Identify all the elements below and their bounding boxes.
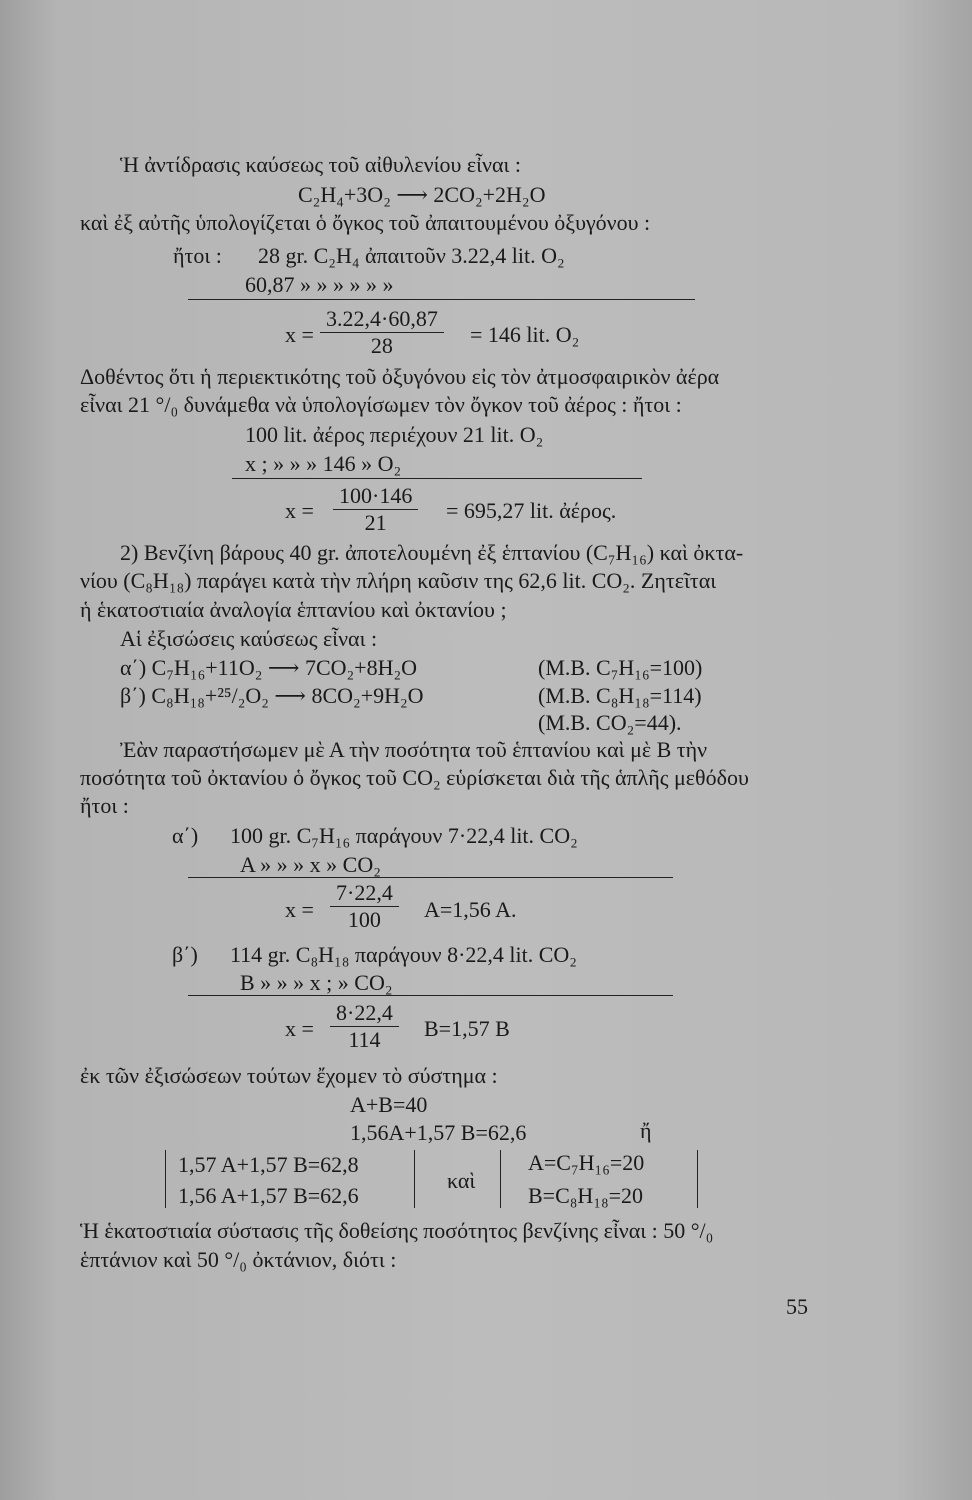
text-line: Δοθέντος ὅτι ἡ περιεκτικότης τοῦ ὀξυγόνου εἰς τὸν ἀτμοσφαιρικὸν ἀέρα <box>80 364 720 389</box>
system-bracket <box>500 1150 501 1208</box>
problem-text: νίου (C₈H₁₈) παράγει κατὰ τὴν πλήρη καῦσιν της 62,6 lit. CO₂. Ζητεῖται <box>80 568 717 593</box>
formula-rhs: = 695,27 lit. ἀέρος. <box>446 498 617 523</box>
text-line: Ἡ ἑκατοστιαία σύστασις τῆς δοθείσης ποσότητος βενζίνης εἶναι : 50 °/₀ <box>80 1218 714 1243</box>
proportion-line: 28 gr. C₂H₄ ἀπαιτοῦν 3.22,4 lit. O₂ <box>258 243 565 268</box>
text-line: καὶ ἐξ αὐτῆς ὑπολογίζεται ὁ ὄγκος τοῦ ἀπαιτουμένου ὀξυγόνου : <box>80 210 651 235</box>
proportion-line: Α » » » x » CO₂ <box>240 852 381 877</box>
formula-lhs: x = <box>285 1016 314 1041</box>
proportion-line: 114 gr. C₈H₁₈ παράγουν 8·22,4 lit. CO₂ <box>230 942 577 967</box>
fraction-numerator: 7·22,4 <box>330 880 399 907</box>
system-bracket <box>414 1150 415 1208</box>
proportion-rule <box>232 478 642 479</box>
reaction-equation: C₂H₄+3O₂ ⟶ 2CO₂+2H₂O <box>298 182 546 207</box>
system-equation: Α+Β=40 <box>350 1092 428 1117</box>
formula-lhs: x = <box>285 322 314 347</box>
formula-rhs: Β=1,57 Β <box>424 1016 510 1041</box>
text-line: ἐκ τῶν ἐξισώσεων τούτων ἔχομεν τὸ σύστημα : <box>80 1063 498 1088</box>
proportion-line: 100 lit. ἀέρος περιέχουν 21 lit. O₂ <box>245 422 544 447</box>
molecular-weight: (Μ.Β. C₈H₁₈=114) <box>538 683 702 708</box>
text-line: εἶναι 21 °/₀ δυνάμεθα νὰ ὑπολογίσωμεν τὸν ὄγκον τοῦ ἀέρος : ἤτοι : <box>80 392 682 417</box>
combustion-equation: β΄) C₈H₁₈+²⁵/₂O₂ ⟶ 8CO₂+9H₂O <box>120 683 424 708</box>
case-label: β΄) <box>172 942 198 967</box>
text-line: ἑπτάνιον καὶ 50 °/₀ ὀκτάνιον, διότι : <box>80 1247 397 1272</box>
solution-equation: Α=C₇H₁₆=20 <box>528 1150 645 1175</box>
proportion-line: 100 gr. C₇H₁₆ παράγουν 7·22,4 lit. CO₂ <box>230 823 578 848</box>
combustion-equation: α΄) C₇H₁₆+11O₂ ⟶ 7CO₂+8H₂O <box>120 655 418 680</box>
fraction-denominator: 28 <box>370 333 393 358</box>
formula-rhs: Α=1,56 Α. <box>424 897 517 922</box>
problem-text: 2) Βενζίνη βάρους 40 gr. ἀποτελουμένη ἐξ ἑπτανίου (C₇H₁₆) καὶ ὀκτα- <box>120 540 744 565</box>
formula-lhs: x = <box>285 498 314 523</box>
solution-equation: Β=C₈H₁₈=20 <box>528 1183 644 1208</box>
fraction-numerator: 3.22,4·60,87 <box>320 306 444 333</box>
fraction <box>320 306 444 359</box>
fraction-denominator: 114 <box>348 1027 381 1052</box>
proportion-line: 60,87 » » » » » » <box>245 272 394 297</box>
text-line: Αἱ ἐξισώσεις καύσεως εἶναι : <box>120 626 378 651</box>
text-line: καὶ <box>447 1168 476 1193</box>
system-bracket <box>697 1150 698 1208</box>
fraction-denominator: 100 <box>347 907 381 932</box>
fraction <box>330 1000 399 1053</box>
case-label: α΄) <box>172 823 199 848</box>
page-number: 55 <box>786 1294 808 1319</box>
text-line: ἤ <box>640 1118 652 1143</box>
formula-lhs: x = <box>285 897 314 922</box>
proportion-rule <box>188 299 695 300</box>
text-line: ἤτοι : <box>173 243 222 268</box>
text-line: ἤτοι : <box>80 793 129 818</box>
fraction <box>333 483 418 536</box>
fraction-denominator: 21 <box>364 510 387 535</box>
system-equation: 1,56Α+1,57 Β=62,6 <box>350 1120 527 1145</box>
molecular-weight: (Μ.Β. C₇H₁₆=100) <box>538 655 703 680</box>
text-line: Ἡ ἀντίδρασις καύσεως τοῦ αἰθυλενίου εἶναι : <box>120 152 522 177</box>
proportion-line: Β » » » x ; » CO₂ <box>240 970 393 995</box>
fraction-numerator: 8·22,4 <box>330 1000 399 1027</box>
problem-text: ἡ ἑκατοστιαία ἀναλογία ἑπτανίου καὶ ὀκτανίου ; <box>80 597 507 622</box>
text-line: Ἐὰν παραστήσωμεν μὲ Α τὴν ποσότητα τοῦ ἑπτανίου καὶ μὲ Β τὴν <box>120 737 708 762</box>
system-equation: 1,56 Α+1,57 Β=62,6 <box>178 1183 359 1208</box>
molecular-weight: (Μ.Β. CO₂=44). <box>538 710 682 735</box>
system-equation: 1,57 Α+1,57 Β=62,8 <box>178 1152 359 1177</box>
fraction <box>330 880 399 933</box>
formula-rhs: = 146 lit. O₂ <box>470 322 580 347</box>
proportion-line: x ; » » » 146 » O₂ <box>245 451 402 476</box>
proportion-rule <box>188 877 673 878</box>
text-line: ποσότητα τοῦ ὀκτανίου ὁ ὄγκος τοῦ CO₂ εὑρίσκεται διὰ τῆς ἁπλῆς μεθόδου <box>80 765 749 790</box>
fraction-numerator: 100·146 <box>333 483 418 510</box>
system-bracket <box>165 1150 166 1208</box>
proportion-rule <box>188 995 673 996</box>
